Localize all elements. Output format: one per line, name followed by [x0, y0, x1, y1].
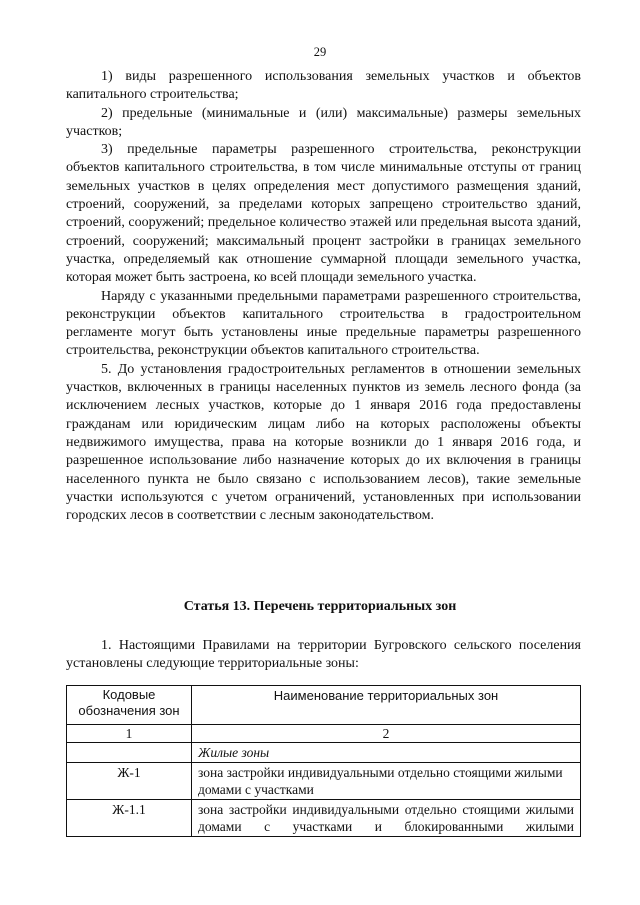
- paragraph-item-5: 5. До установления градостроительных регламентов в отношении земельных участков, включенных в границы населенных пунктов из земель лесного фонда (за исключением лесных участков, которые до 1 января 2016 года предоставлены гражданам или юридическим лицам либо на которых расположены объекты недвижимого имущества, права на которые возникли до 1 января 2016 года, и разрешенное использование либо назначение которых до их включения в границы населенного пункта не было связано с использованием лесов), такие земельные участки используются с учетом ограничений, установленных при использовании городских лесов в соответствии с лесным законодательством.: [66, 361, 581, 524]
- article-intro-text: 1. Настоящими Правилами на территории Бугровского сельского поселения установлены следующие территориальные зоны:: [66, 638, 581, 672]
- paragraph-item-2: 2) предельные (минимальные и (или) максимальные) размеры земельных участков;: [66, 105, 581, 139]
- table-row: [67, 763, 581, 800]
- paragraph-item-3: 3) предельные параметры разрешенного строительства, реконструкции объектов капитального строительства, в том числе минимальные отступы от границ земельных участков в целях определения мест допустимого размещения зданий, строений, сооружений, за пределами которых запрещено строительство зданий, строений, сооружений; предельное количество этажей или предельная высота зданий, строений, сооружений; максимальный процент застройки в границах земельного участка, определяемый как отношение суммарной площади земельного участка, которая может быть застроена, ко всей площади земельного участка.: [66, 142, 581, 286]
- zone-code: Ж-1: [67, 763, 192, 800]
- table-header-row: [67, 686, 581, 725]
- body-text: [66, 68, 581, 525]
- article-intro: [66, 637, 581, 674]
- table-number-row: [67, 725, 581, 743]
- table-row: [67, 800, 581, 837]
- group-code-empty: [67, 743, 192, 763]
- zone-code: Ж-1.1: [67, 800, 192, 837]
- page-number: 29: [313, 45, 327, 59]
- header-code: Кодовые обозначения зон: [67, 686, 192, 725]
- zones-table: [66, 685, 581, 837]
- group-residential: Жилые зоны: [192, 743, 581, 763]
- column-number-1: 1: [67, 725, 192, 743]
- header-name: Наименование территориальных зон: [192, 686, 581, 725]
- zone-name: зона застройки индивидуальными отдельно стоящими жилыми домами с участками и блокированными жилыми: [192, 800, 581, 837]
- zone-name: зона застройки индивидуальными отдельно стоящими жилыми домами с участками: [192, 763, 581, 800]
- paragraph-item-1: 1) виды разрешенного использования земельных участков и объектов капитального строительства;: [66, 69, 581, 103]
- column-number-2: 2: [192, 725, 581, 743]
- table-group-row: [67, 743, 581, 763]
- article-heading: Статья 13. Перечень территориальных зон: [183, 599, 457, 614]
- paragraph-additional-parameters: Наряду с указанными предельными параметрами разрешенного строительства, реконструкции объектов капитального строительства в градостроительном регламенте могут быть установлены иные предельные параметры разрешенного строительства, реконструкции объектов капитального строительства.: [66, 288, 581, 359]
